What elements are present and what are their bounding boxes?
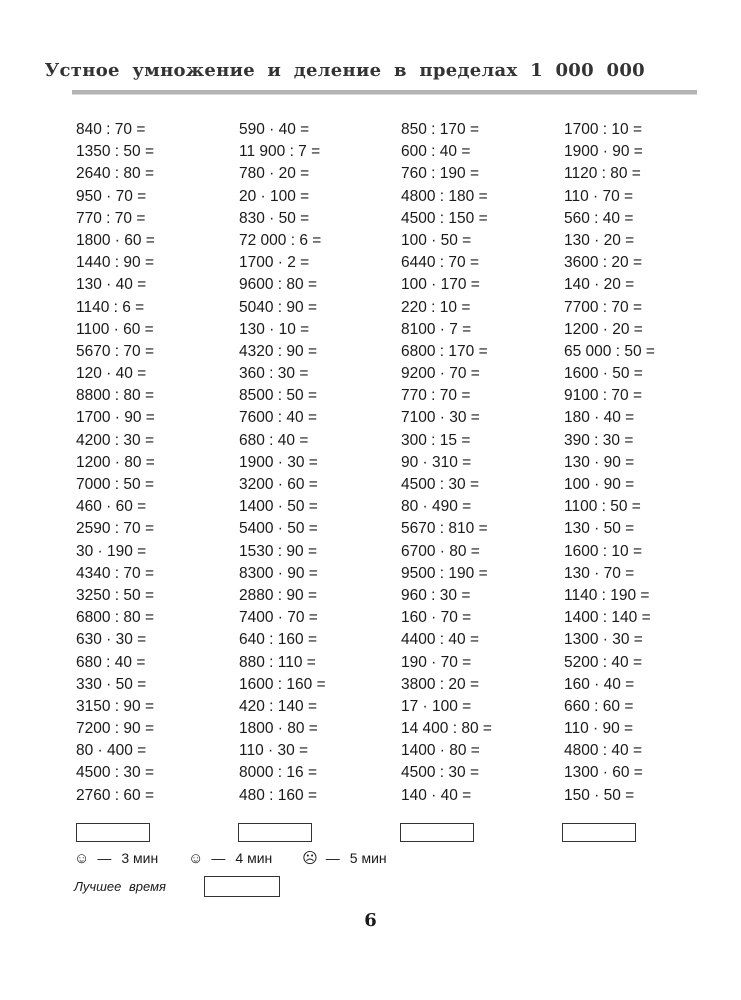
exercise-item: 7100 · 30 = xyxy=(401,409,480,427)
exercise-item: 770 : 70 = xyxy=(401,387,471,405)
exercise-item: 3800 : 20 = xyxy=(401,675,479,693)
exercise-item: 640 : 160 = xyxy=(239,631,317,649)
exercise-item: 4500 : 30 = xyxy=(76,764,154,782)
exercise-item: 7700 : 70 = xyxy=(564,298,642,316)
exercise-item: 2880 : 90 = xyxy=(239,586,317,604)
exercise-item: 9200 · 70 = xyxy=(401,365,480,383)
exercise-item: 6800 : 170 = xyxy=(401,342,488,360)
exercise-item: 72 000 : 6 = xyxy=(239,231,322,249)
exercise-item: 8300 · 90 = xyxy=(239,564,318,582)
exercise-item: 5040 : 90 = xyxy=(239,298,317,316)
exercise-item: 150 · 50 = xyxy=(564,786,635,804)
best-time-label: Лучшее время xyxy=(74,879,166,894)
exercise-item: 130 · 90 = xyxy=(564,453,635,471)
exercise-item: 100 · 170 = xyxy=(401,276,480,294)
exercise-item: 6700 · 80 = xyxy=(401,542,480,560)
exercise-item: 770 : 70 = xyxy=(76,209,146,227)
exercise-item: 110 · 30 = xyxy=(239,742,309,760)
exercise-item: 590 · 40 = xyxy=(239,121,310,138)
exercise-item: 8100 · 7 = xyxy=(401,320,472,338)
exercise-item: 160 · 40 = xyxy=(564,675,635,693)
legend-item: ☺ — 4 мин xyxy=(188,850,273,867)
exercise-item: 1400 : 140 = xyxy=(564,609,651,627)
exercise-item: 4500 : 30 = xyxy=(401,476,479,493)
best-time-box[interactable] xyxy=(204,876,280,897)
exercise-item: 17 · 100 = xyxy=(401,697,472,715)
exercise-item: 1530 : 90 = xyxy=(239,542,317,560)
exercise-item: 1800 · 80 = xyxy=(239,720,318,738)
exercise-item: 6440 : 70 = xyxy=(401,254,479,272)
exercise-column-2 xyxy=(239,119,399,807)
column-4-time-box[interactable] xyxy=(562,823,636,842)
exercise-item: 1600 : 10 = xyxy=(564,542,642,560)
exercise-item: 1200 · 20 = xyxy=(564,320,643,338)
smiley-face-icon: ☺ xyxy=(74,850,90,867)
exercise-item: 8800 : 80 = xyxy=(76,387,154,405)
exercise-column-1 xyxy=(76,119,236,807)
exercise-item: 130 · 10 = xyxy=(239,320,310,338)
exercise-item: 100 · 50 = xyxy=(401,231,472,249)
column-2-time-box[interactable] xyxy=(238,823,312,842)
exercise-item: 1700 · 90 = xyxy=(76,409,155,427)
exercise-item: 9600 : 80 = xyxy=(239,276,317,294)
exercise-item: 20 · 100 = xyxy=(239,187,310,205)
exercise-item: 65 000 : 50 = xyxy=(564,342,655,360)
exercise-item: 460 · 60 = xyxy=(76,498,147,516)
exercise-item: 5670 : 70 = xyxy=(76,342,154,360)
exercise-item: 6800 : 80 = xyxy=(76,609,154,627)
exercise-item: 1900 · 90 = xyxy=(564,143,643,161)
exercise-item: 3200 · 60 = xyxy=(239,476,318,493)
exercise-item: 830 · 50 = xyxy=(239,209,310,227)
exercise-item: 5400 · 50 = xyxy=(239,520,318,538)
exercise-item: 130 · 50 = xyxy=(564,520,635,538)
exercise-item: 880 : 110 = xyxy=(239,653,316,671)
exercise-item: 180 · 40 = xyxy=(564,409,635,427)
smiley-face-icon: ☺ xyxy=(188,850,204,867)
exercise-item: 14 400 : 80 = xyxy=(401,720,492,738)
exercise-item: 4500 : 150 = xyxy=(401,209,488,227)
exercise-item: 1700 : 10 = xyxy=(564,121,642,138)
exercise-item: 2640 : 80 = xyxy=(76,165,154,183)
exercise-item: 5200 : 40 = xyxy=(564,653,642,671)
exercise-item: 2590 : 70 = xyxy=(76,520,154,538)
exercise-item: 8000 : 16 = xyxy=(239,764,317,782)
exercise-item: 140 · 40 = xyxy=(401,786,472,804)
frowning-face-icon: ☹ xyxy=(302,850,318,867)
exercise-item: 3600 : 20 = xyxy=(564,254,642,272)
exercise-column-4 xyxy=(564,119,724,807)
exercise-item: 4500 : 30 = xyxy=(401,764,479,782)
exercise-item: 4400 : 40 = xyxy=(401,631,479,649)
exercise-item: 1200 · 80 = xyxy=(76,453,155,471)
exercise-item: 630 · 30 = xyxy=(76,631,147,649)
exercise-item: 7400 · 70 = xyxy=(239,609,318,627)
exercise-item: 1120 : 80 = xyxy=(564,165,641,183)
exercise-item: 80 · 400 = xyxy=(76,742,147,760)
exercise-item: 840 : 70 = xyxy=(76,121,146,138)
exercise-item: 1300 · 30 = xyxy=(564,631,643,649)
exercise-item: 190 · 70 = xyxy=(401,653,472,671)
exercise-item: 2760 : 60 = xyxy=(76,786,154,804)
exercise-item: 1600 · 50 = xyxy=(564,365,643,383)
exercise-item: 1900 · 30 = xyxy=(239,453,318,471)
exercise-item: 850 : 170 = xyxy=(401,121,479,138)
exercise-item: 960 : 30 = xyxy=(401,586,471,604)
exercise-item: 4320 : 90 = xyxy=(239,342,317,360)
exercise-item: 130 · 20 = xyxy=(564,231,635,249)
exercise-item: 130 · 70 = xyxy=(564,564,635,582)
exercise-item: 560 : 40 = xyxy=(564,209,634,227)
exercise-item: 1400 · 50 = xyxy=(239,498,318,516)
exercise-item: 30 · 190 = xyxy=(76,542,147,560)
page-title: Устное умножение и деление в пределах 1 000 000 xyxy=(44,60,645,81)
exercise-item: 7600 : 40 = xyxy=(239,409,317,427)
exercise-item: 600 : 40 = xyxy=(401,143,471,161)
exercise-item: 420 : 140 = xyxy=(239,697,317,715)
legend-item: ☺ — 3 мин xyxy=(74,850,159,867)
exercise-item: 1140 : 6 = xyxy=(76,298,145,316)
exercise-item: 7200 : 90 = xyxy=(76,720,154,738)
exercise-item: 1600 : 160 = xyxy=(239,675,326,693)
exercise-item: 1140 : 190 = xyxy=(564,586,650,604)
exercise-item: 760 : 190 = xyxy=(401,165,479,183)
exercise-item: 1700 · 2 = xyxy=(239,254,310,272)
exercise-item: 100 · 90 = xyxy=(564,476,635,493)
exercise-item: 220 : 10 = xyxy=(401,298,471,316)
exercise-item: 3150 : 90 = xyxy=(76,697,154,715)
exercise-item: 660 : 60 = xyxy=(564,697,634,715)
exercise-item: 1400 · 80 = xyxy=(401,742,480,760)
exercise-item: 110 · 90 = xyxy=(564,720,634,738)
exercise-item: 11 900 : 7 = xyxy=(239,143,321,161)
exercise-item: 480 : 160 = xyxy=(239,786,317,804)
exercise-item: 160 · 70 = xyxy=(401,609,472,627)
exercise-item: 130 · 40 = xyxy=(76,276,147,294)
exercise-item: 680 : 40 = xyxy=(76,653,146,671)
exercise-item: 4340 : 70 = xyxy=(76,564,154,582)
exercise-item: 390 : 30 = xyxy=(564,431,634,449)
exercise-item: 1800 · 60 = xyxy=(76,231,155,249)
page-number: 6 xyxy=(364,910,377,931)
exercise-item: 8500 : 50 = xyxy=(239,387,317,405)
time-legend xyxy=(74,849,413,867)
title-underline xyxy=(72,90,697,95)
exercise-item: 140 · 20 = xyxy=(564,276,635,294)
exercise-item: 90 · 310 = xyxy=(401,453,472,471)
exercise-item: 1300 · 60 = xyxy=(564,764,643,782)
exercise-item: 4800 : 40 = xyxy=(564,742,642,760)
exercise-item: 360 : 30 = xyxy=(239,365,309,383)
exercise-item: 7000 : 50 = xyxy=(76,476,154,493)
exercise-column-3 xyxy=(401,119,561,807)
exercise-item: 4800 : 180 = xyxy=(401,187,488,205)
exercise-item: 680 : 40 = xyxy=(239,431,309,449)
legend-item: ☹ — 5 мин xyxy=(302,850,387,867)
exercise-item: 110 · 70 = xyxy=(564,187,634,205)
exercise-item: 5670 : 810 = xyxy=(401,520,488,538)
exercise-item: 120 · 40 = xyxy=(76,365,147,383)
column-3-time-box[interactable] xyxy=(400,823,474,842)
exercise-item: 9500 : 190 = xyxy=(401,564,488,582)
exercise-item: 80 · 490 = xyxy=(401,498,472,516)
exercise-item: 950 · 70 = xyxy=(76,187,147,205)
column-1-time-box[interactable] xyxy=(76,823,150,842)
exercise-item: 3250 : 50 = xyxy=(76,586,154,604)
exercise-item: 300 : 15 = xyxy=(401,431,471,449)
exercise-item: 780 · 20 = xyxy=(239,165,310,183)
exercise-item: 1440 : 90 = xyxy=(76,254,154,272)
exercise-item: 1100 : 50 = xyxy=(564,498,641,516)
exercise-item: 4200 : 30 = xyxy=(76,431,154,449)
exercise-item: 1100 · 60 = xyxy=(76,320,154,338)
exercise-item: 330 · 50 = xyxy=(76,675,147,693)
exercise-item: 1350 : 50 = xyxy=(76,143,154,161)
exercise-item: 9100 : 70 = xyxy=(564,387,642,405)
